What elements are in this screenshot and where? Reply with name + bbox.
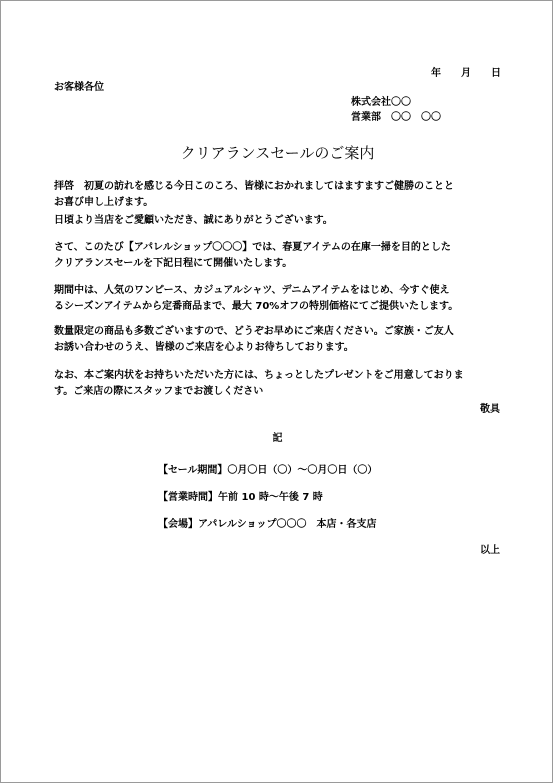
closing-ijou: 以上 [480,545,500,556]
detail-period: 【セール期間】〇月〇日（〇）～〇月〇日（〇） [158,465,378,476]
date-year: 年 [431,68,441,79]
paragraph-present [54,368,506,400]
detail-hours: 【営業時間】午前 10 時～午後 7 時 [158,492,323,503]
paragraph-thanks [54,213,506,229]
paragraph-line: お喜び申し上げます。 [54,197,154,208]
paragraph-line: す。ご来店の際にスタッフまでお渡しください [54,386,264,397]
paragraph-line: なお、本ご案内状をお持ちいただいた方には、ちょっとしたプレゼントをご用意しておりま [54,370,464,381]
closing-keigu: 敬具 [480,404,500,415]
sender-company: 株式会社〇〇 [351,97,411,108]
paragraph-line: 拝啓 初夏の訪れを感じる今日このころ、皆様におかれましてはますますご健勝のことと [54,181,454,192]
recipient: お客様各位 [54,82,104,93]
document-title: クリアランスセールのご案内 [180,144,375,162]
ki-heading: 記 [272,433,283,444]
paragraph-line: 日頃より当店をご愛顧いただき、誠にありがとうございます。 [54,215,333,226]
paragraph-line: 数量限定の商品も多数ございますので、どうぞお早めにご来店ください。ご家族・ご友人 [54,326,454,337]
paragraph-line: 期間中は、人気のワンピース、カジュアルシャツ、デニムアイテムをはじめ、今すぐ使え [54,285,450,296]
paragraph-announcement [54,240,506,272]
date-line [431,67,501,81]
paragraph-line: るシーズンアイテムから定番商品まで、最大 70%オフの特別価格にてご提供いたします。 [54,301,459,312]
paragraph-line: さて、このたび【アパレルショップ〇〇〇】では、春夏アイテムの在庫一掃を目的とした [54,242,451,253]
date-day: 日 [491,68,501,79]
paragraph-items [54,283,506,315]
date-month: 月 [461,68,471,79]
paragraph-limited [54,324,506,356]
paragraph-line: クリアランスセールを下記日程にて開催いたします。 [54,258,293,269]
detail-venue: 【会場】アパレルショップ〇〇〇 本店・各支店 [158,519,377,530]
sender-dept: 営業部 〇〇 〇〇 [351,112,441,123]
paragraph-greeting [54,179,506,211]
paragraph-line: お誘い合わせのうえ、皆様のご来店を心よりお待ちしております。 [54,342,354,353]
